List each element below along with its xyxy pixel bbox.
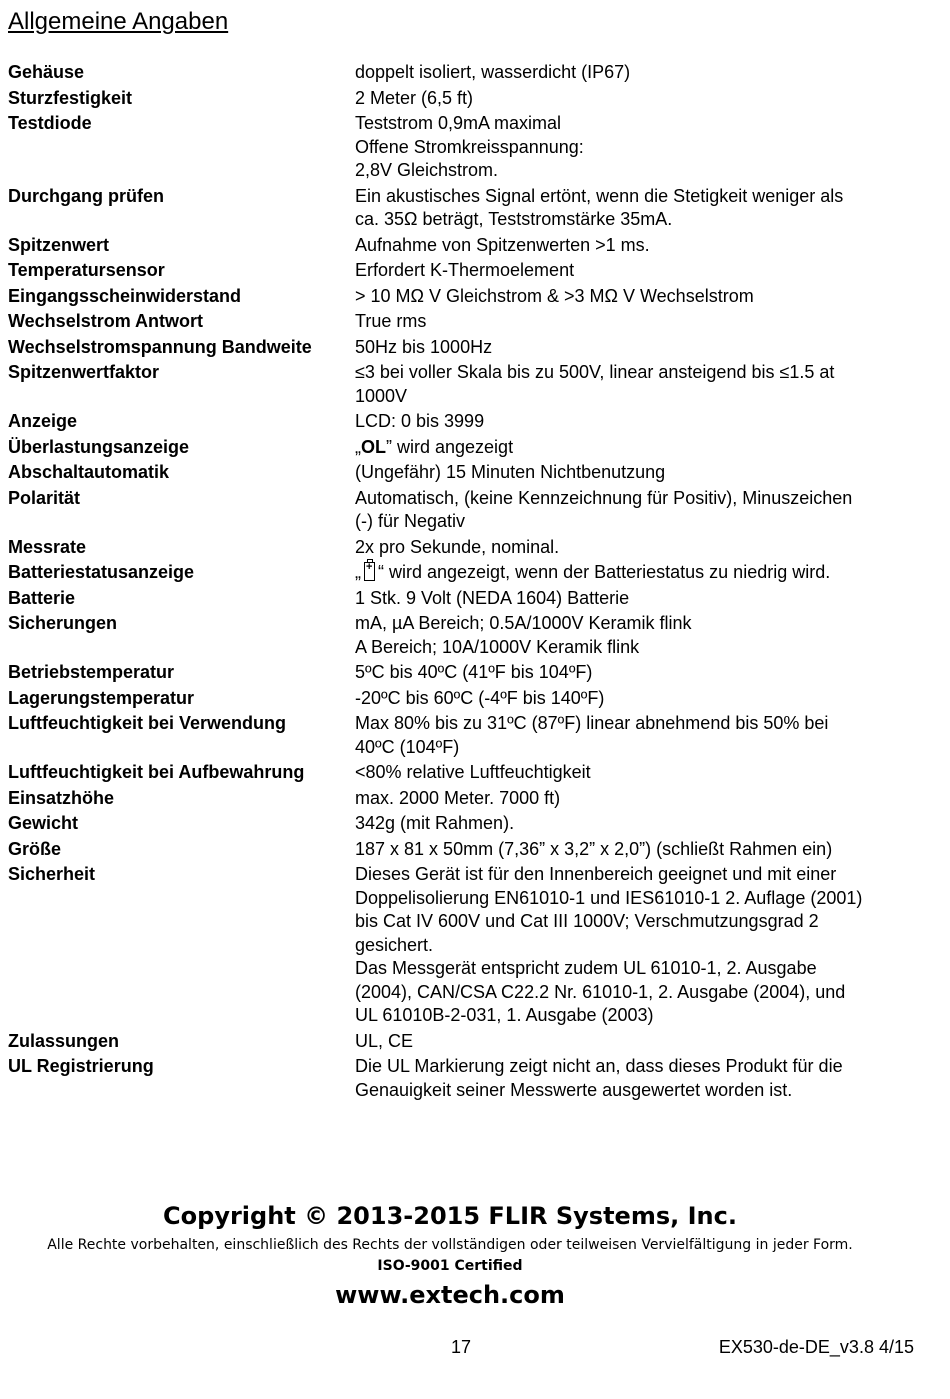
spec-value-line: ca. 35Ω beträgt, Teststromstärke 35mA. <box>355 209 673 229</box>
spec-value-line: -20ºC bis 60ºC (-4ºF bis 140ºF) <box>355 687 605 708</box>
spec-row <box>8 787 938 811</box>
spec-value-line: max. 2000 Meter. 7000 ft) <box>355 787 561 808</box>
spec-label: Anzeige <box>8 411 78 431</box>
spec-value <box>355 185 938 232</box>
spec-row <box>8 285 938 309</box>
spec-value-line: mA, µA Bereich; 0.5A/1000V Keramik flink <box>355 613 692 633</box>
spec-value-line: Doppelisolierung EN61010-1 und IES61010-1 2. Auflage (2001) <box>355 887 863 908</box>
spec-label: Überlastungsanzeige <box>8 436 190 457</box>
spec-label: Sicherungen <box>8 613 118 633</box>
spec-value-line: A Bereich; 10A/1000V Keramik flink <box>355 636 640 657</box>
spec-value-line: 2x pro Sekunde, nominal. <box>355 536 560 557</box>
spec-value <box>355 234 938 258</box>
page-title: Allgemeine Angaben <box>8 8 229 35</box>
spec-value-line: 50Hz bis 1000Hz <box>355 336 493 357</box>
spec-value-line: True rms <box>355 311 427 331</box>
spec-row <box>8 436 938 460</box>
spec-value-line: Dieses Gerät ist für den Innenbereich geeignet und mit einer <box>355 864 837 884</box>
spec-value <box>355 761 938 785</box>
spec-row <box>8 336 938 360</box>
spec-value-line: LCD: 0 bis 3999 <box>355 411 485 431</box>
spec-value <box>355 112 938 183</box>
spec-value-line: gesichert. <box>355 934 434 955</box>
spec-value-line: UL 61010B-2-031, 1. Ausgabe (2003) <box>355 1005 654 1025</box>
spec-label: Testdiode <box>8 113 92 133</box>
spec-value-line: Ein akustisches Signal ertönt, wenn die Stetigkeit weniger als <box>355 185 844 206</box>
spec-value-line: 2 Meter (6,5 ft) <box>355 87 474 108</box>
spec-value <box>355 587 938 611</box>
spec-row <box>8 536 938 560</box>
spec-label: Messrate <box>8 536 87 557</box>
spec-label: Wechselstrom Antwort <box>8 311 204 331</box>
spec-value-line: Offene Stromkreisspannung: <box>355 136 584 157</box>
spec-label: Zulassungen <box>8 1030 120 1051</box>
spec-row <box>8 1055 938 1102</box>
spec-row <box>8 259 938 283</box>
spec-row <box>8 461 938 485</box>
spec-value <box>355 310 938 334</box>
spec-value <box>355 259 938 283</box>
spec-row <box>8 234 938 258</box>
spec-value-line: Die UL Markierung zeigt nicht an, dass dieses Produkt für die <box>355 1056 843 1076</box>
spec-label: Luftfeuchtigkeit bei Aufbewahrung <box>8 762 305 782</box>
spec-value-line: Automatisch, (keine Kennzeichnung für Positiv), Minuszeichen <box>355 487 853 508</box>
spec-value-line: 2,8V Gleichstrom. <box>355 160 499 180</box>
spec-label: UL Registrierung <box>8 1056 154 1076</box>
spec-row <box>8 487 938 534</box>
battery-plus-glyph: + <box>366 561 373 573</box>
website-link[interactable]: www.extech.com <box>335 1281 565 1309</box>
spec-value <box>355 61 938 85</box>
spec-value-line: Teststrom 0,9mA maximal <box>355 113 562 133</box>
spec-value <box>355 410 938 434</box>
spec-value-line: bis Cat IV 600V und Cat III 1000V; Verschmutzungsgrad 2 <box>355 911 819 931</box>
iso-certification: ISO-9001 Certified <box>377 1258 523 1274</box>
spec-value-line: (Ungefähr) 15 Minuten Nichtbenutzung <box>355 462 666 482</box>
spec-value <box>355 787 938 811</box>
spec-row <box>8 61 938 85</box>
spec-value <box>355 436 938 460</box>
spec-value <box>355 536 938 560</box>
battery-low-icon <box>364 562 375 581</box>
spec-row <box>8 812 938 836</box>
spec-row <box>8 410 938 434</box>
spec-value-line: doppelt isoliert, wasserdicht (IP67) <box>355 62 631 82</box>
spec-value-line: 40ºC (104ºF) <box>355 736 460 757</box>
spec-value <box>355 687 938 711</box>
spec-value-line: (-) für Negativ <box>355 511 466 531</box>
document-code: EX530-de-DE_v3.8 4/15 <box>718 1337 914 1357</box>
spec-label: Batteriestatusanzeige <box>8 562 195 582</box>
page-number: 17 <box>451 1337 472 1357</box>
spec-value <box>355 838 938 862</box>
spec-row <box>8 838 938 862</box>
spec-value <box>355 1055 938 1102</box>
spec-value <box>355 336 938 360</box>
battery-status-description: “ wird angezeigt, wenn der Batteriestatus zu niedrig wird. <box>378 562 831 582</box>
spec-label: Spitzenwertfaktor <box>8 362 160 382</box>
spec-value-line: 187 x 81 x 50mm (7,36” x 3,2” x 2,0”) (schließt Rahmen ein) <box>355 838 833 859</box>
spec-value-line: 1 Stk. 9 Volt (NEDA 1604) Batterie <box>355 587 630 608</box>
spec-value-line: Aufnahme von Spitzenwerten >1 ms. <box>355 234 650 255</box>
spec-value <box>355 812 938 836</box>
spec-row <box>8 1030 938 1054</box>
spec-value-line: Das Messgerät entspricht zudem UL 61010-1, 2. Ausgabe <box>355 958 817 978</box>
spec-value <box>355 285 938 309</box>
spec-value-line: Genauigkeit seiner Messwerte ausgewertet worden ist. <box>355 1079 793 1100</box>
spec-value <box>355 661 938 685</box>
spec-row <box>8 112 938 183</box>
spec-label: Gewicht <box>8 813 79 833</box>
spec-label: Betriebstemperatur <box>8 662 175 682</box>
spec-value-line: Max 80% bis zu 31ºC (87ºF) linear abnehmend bis 50% bei <box>355 713 829 733</box>
spec-value <box>355 487 938 534</box>
spec-row <box>8 561 938 585</box>
spec-row <box>8 361 938 408</box>
spec-table <box>8 61 938 1104</box>
spec-label: Größe <box>8 838 62 859</box>
spec-row <box>8 687 938 711</box>
spec-label: Durchgang prüfen <box>8 185 164 206</box>
spec-row <box>8 587 938 611</box>
spec-row <box>8 712 938 759</box>
spec-row <box>8 185 938 232</box>
spec-row <box>8 612 938 659</box>
spec-row <box>8 87 938 111</box>
copyright-notice: Copyright © 2013-2015 FLIR Systems, Inc. <box>163 1202 737 1230</box>
spec-row <box>8 863 938 1028</box>
spec-label: Sturzfestigkeit <box>8 87 133 108</box>
spec-label: Spitzenwert <box>8 234 110 255</box>
spec-label: Temperatursensor <box>8 260 165 280</box>
spec-value <box>355 1030 938 1054</box>
spec-label: Luftfeuchtigkeit bei Verwendung <box>8 713 287 733</box>
spec-value <box>355 87 938 111</box>
spec-label: Polarität <box>8 487 81 508</box>
spec-label: Lagerungstemperatur <box>8 687 195 708</box>
spec-row <box>8 310 938 334</box>
spec-label: Wechselstromspannung Bandweite <box>8 336 312 357</box>
spec-label: Einsatzhöhe <box>8 787 115 808</box>
spec-value-line: > 10 MΩ V Gleichstrom & >3 MΩ V Wechselstrom <box>355 285 754 306</box>
spec-value <box>355 712 938 759</box>
spec-value <box>355 461 938 485</box>
spec-row <box>8 661 938 685</box>
spec-value-line: <80% relative Luftfeuchtigkeit <box>355 762 591 782</box>
spec-value-line: 5ºC bis 40ºC (41ºF bis 104ºF) <box>355 662 593 682</box>
spec-label: Sicherheit <box>8 864 96 884</box>
overload-indicator-text: OL <box>361 436 386 457</box>
spec-value-line: 1000V <box>355 385 408 406</box>
spec-value-line: (2004), CAN/CSA C22.2 Nr. 61010-1, 2. Ausgabe (2004), und <box>355 981 846 1002</box>
overload-description: ” wird angezeigt <box>386 436 514 457</box>
spec-value <box>355 612 938 659</box>
quote-open: „ <box>355 562 361 582</box>
spec-label: Gehäuse <box>8 62 85 82</box>
spec-value-line: UL, CE <box>355 1030 414 1051</box>
spec-label: Abschaltautomatik <box>8 462 170 482</box>
spec-value-line: Erfordert K-Thermoelement <box>355 260 575 280</box>
spec-value-line: 342g (mit Rahmen). <box>355 813 515 833</box>
spec-value <box>355 361 938 408</box>
quote-open: „ <box>355 436 361 457</box>
spec-row <box>8 761 938 785</box>
spec-label: Batterie <box>8 587 76 608</box>
spec-value <box>355 561 938 585</box>
spec-label: Eingangsscheinwiderstand <box>8 285 242 306</box>
spec-value <box>355 863 938 1028</box>
rights-notice: Alle Rechte vorbehalten, einschließlich des Rechts der vollständigen oder teilweisen Vervielfältigung in jeder Form. <box>47 1237 853 1253</box>
spec-value-line: ≤3 bei voller Skala bis zu 500V, linear ansteigend bis ≤1.5 at <box>355 362 835 382</box>
